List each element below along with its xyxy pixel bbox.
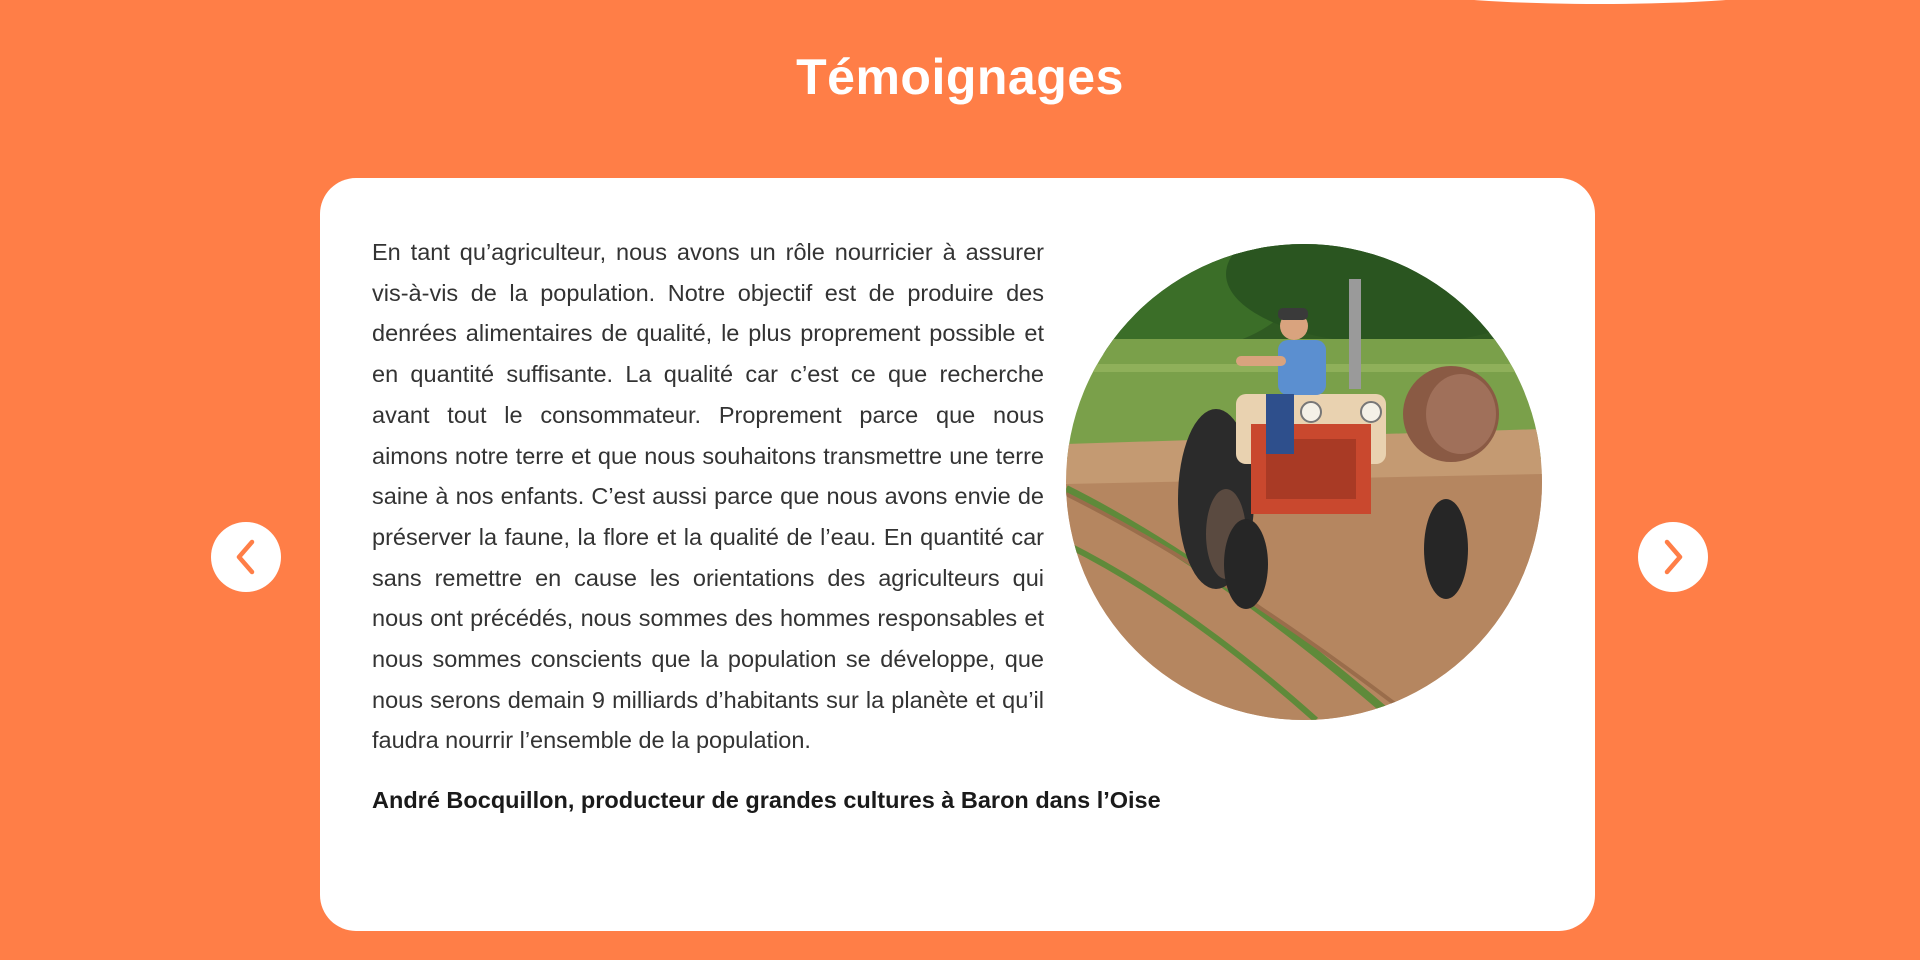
testimonial-quote: En tant qu’agriculteur, nous avons un rôle nourricier à assurer vis-à-vis de la population. Notre objectif est de produire des denrées alimentaires de qualité, le plus proprement possible et en quantité suffisante. La qualité car c’est ce que recherche avant tout le consommateur. Proprement parce que nous aimons notre terre et que nous souhaitons transmettre une terre saine à nos enfants. C’est aussi parce que nous avons envie de préserver la faune, la flore et la qualité de l’eau. En quantité car sans remettre en cause les orientations des agriculteurs qui nous ont précédés, nous sommes des hommes responsables et nous sommes conscients que la population se développe, que nous serons demain 9 milliards d’habitants sur la planète et qu’il faudra nourrir l’ensemble de la population. [372, 239, 1044, 754]
chevron-right-icon [1658, 537, 1688, 577]
carousel-next-button[interactable] [1638, 522, 1708, 592]
chevron-left-icon [231, 537, 261, 577]
farmer-on-tractor-photo [1066, 244, 1542, 720]
header-wave-decoration [1340, 0, 1860, 4]
testimonial-author: André Bocquillon, producteur de grandes cultures à Baron dans l’Oise [372, 787, 1161, 814]
testimonial-photo [1066, 244, 1542, 720]
section-title: Témoignages [796, 49, 1124, 105]
testimonial-card [320, 178, 1595, 931]
testimonial-body [372, 232, 1542, 814]
carousel-prev-button[interactable] [211, 522, 281, 592]
